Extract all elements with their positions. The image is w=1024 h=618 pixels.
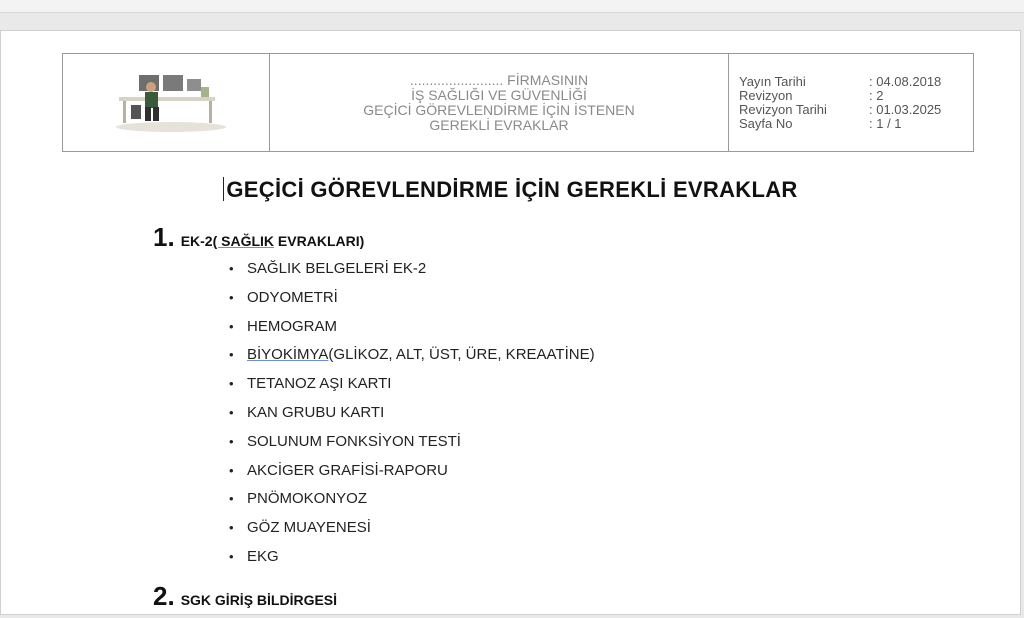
meta-key: Revizyon [739, 87, 793, 103]
bullet-icon: • [229, 520, 234, 536]
meta-value: : 04.08.2018 [869, 73, 942, 89]
header-table [62, 53, 974, 152]
section-label: SGK GİRİŞ BİLDİRGESİ [180, 592, 338, 608]
bullet-icon: • [229, 548, 234, 564]
section-number: 1. [153, 222, 175, 252]
header-title-line-1: ........................ FİRMASININ [409, 71, 589, 88]
required-documents-list [219, 255, 595, 572]
bullet-icon: • [229, 433, 234, 449]
top-toolbar-strip [0, 0, 1024, 13]
list-item-text: EKG [247, 547, 279, 565]
list-item-text: SAĞLIK BELGELERİ EK-2 [247, 260, 427, 277]
section-label-underlined: ( SAĞLIK [212, 233, 275, 249]
list-item-underlined-text: BİYOKİMYA [247, 346, 329, 364]
header-title-line-4: GEREKLİ EVRAKLAR [429, 116, 569, 133]
list-item-text: PNÖMOKONYOZ [247, 490, 368, 508]
list-item[interactable] [219, 255, 595, 284]
list-item[interactable] [219, 514, 595, 543]
bullet-icon: • [229, 491, 234, 507]
section-label-prefix: EK-2 [180, 233, 213, 249]
bullet-icon: • [229, 261, 234, 276]
list-item-text: GÖZ MUAYENESİ [247, 519, 371, 537]
bullet-icon: • [229, 318, 234, 334]
list-item[interactable] [219, 370, 595, 399]
header-title-line-3: GEÇİCİ GÖREVLENDİRME İÇİN İSTENEN [363, 101, 635, 118]
meta-row-revision [739, 89, 973, 103]
list-item[interactable] [219, 399, 595, 428]
meta-value: : 01.03.2025 [869, 101, 942, 117]
header-title-cell [270, 54, 729, 152]
text-cursor [223, 177, 224, 201]
meta-row-page-no [739, 117, 973, 131]
section-1-heading[interactable] [153, 222, 364, 253]
list-item[interactable] [219, 313, 595, 342]
list-item-text: SOLUNUM FONKSİYON TESTİ [247, 432, 461, 450]
header-meta-cell [729, 54, 974, 152]
meta-value: : 2 [869, 87, 884, 103]
meta-row-revision-date [739, 103, 973, 117]
bullet-icon: • [229, 289, 234, 305]
list-item[interactable] [219, 428, 595, 457]
bullet-icon: • [229, 347, 234, 363]
document-title[interactable] [1, 177, 1020, 203]
meta-key: Yayın Tarihi [739, 73, 806, 89]
list-item[interactable] [219, 485, 595, 514]
list-item-text: HEMOGRAM [247, 317, 337, 335]
list-item-text: AKCİGER GRAFİSİ-RAPORU [247, 461, 448, 479]
section-number: 2. [153, 581, 175, 611]
bullet-icon: • [229, 376, 234, 392]
list-item[interactable] [219, 341, 595, 370]
document-title-text: GEÇİCİ GÖREVLENDİRME İÇİN GEREKLİ EVRAKLAR [226, 177, 798, 202]
list-item-text: TETANOZ AŞI KARTI [247, 375, 392, 393]
list-item-text: ODYOMETRİ [247, 288, 338, 306]
bullet-icon: • [229, 404, 234, 420]
logo-cell [63, 54, 270, 152]
list-item[interactable] [219, 457, 595, 486]
meta-value: : 1 / 1 [869, 115, 902, 131]
meta-row-publish-date [739, 75, 973, 89]
list-item-text: KAN GRUBU KARTI [247, 403, 385, 421]
document-page [0, 30, 1021, 615]
meta-key: Revizyon Tarihi [739, 101, 827, 117]
office-worker-illustration-icon [101, 65, 231, 135]
section-label-suffix: EVRAKLARI) [274, 233, 365, 249]
list-item[interactable] [219, 284, 595, 313]
bullet-icon: • [229, 462, 234, 478]
section-2-heading[interactable] [153, 581, 337, 612]
list-item[interactable] [219, 543, 595, 572]
meta-key: Sayfa No [739, 115, 793, 131]
header-title-line-2: İŞ SAĞLIĞI VE GÜVENLİĞİ [411, 86, 587, 103]
list-item-text: (GLİKOZ, ALT, ÜST, ÜRE, KREAATİNE) [328, 346, 595, 364]
